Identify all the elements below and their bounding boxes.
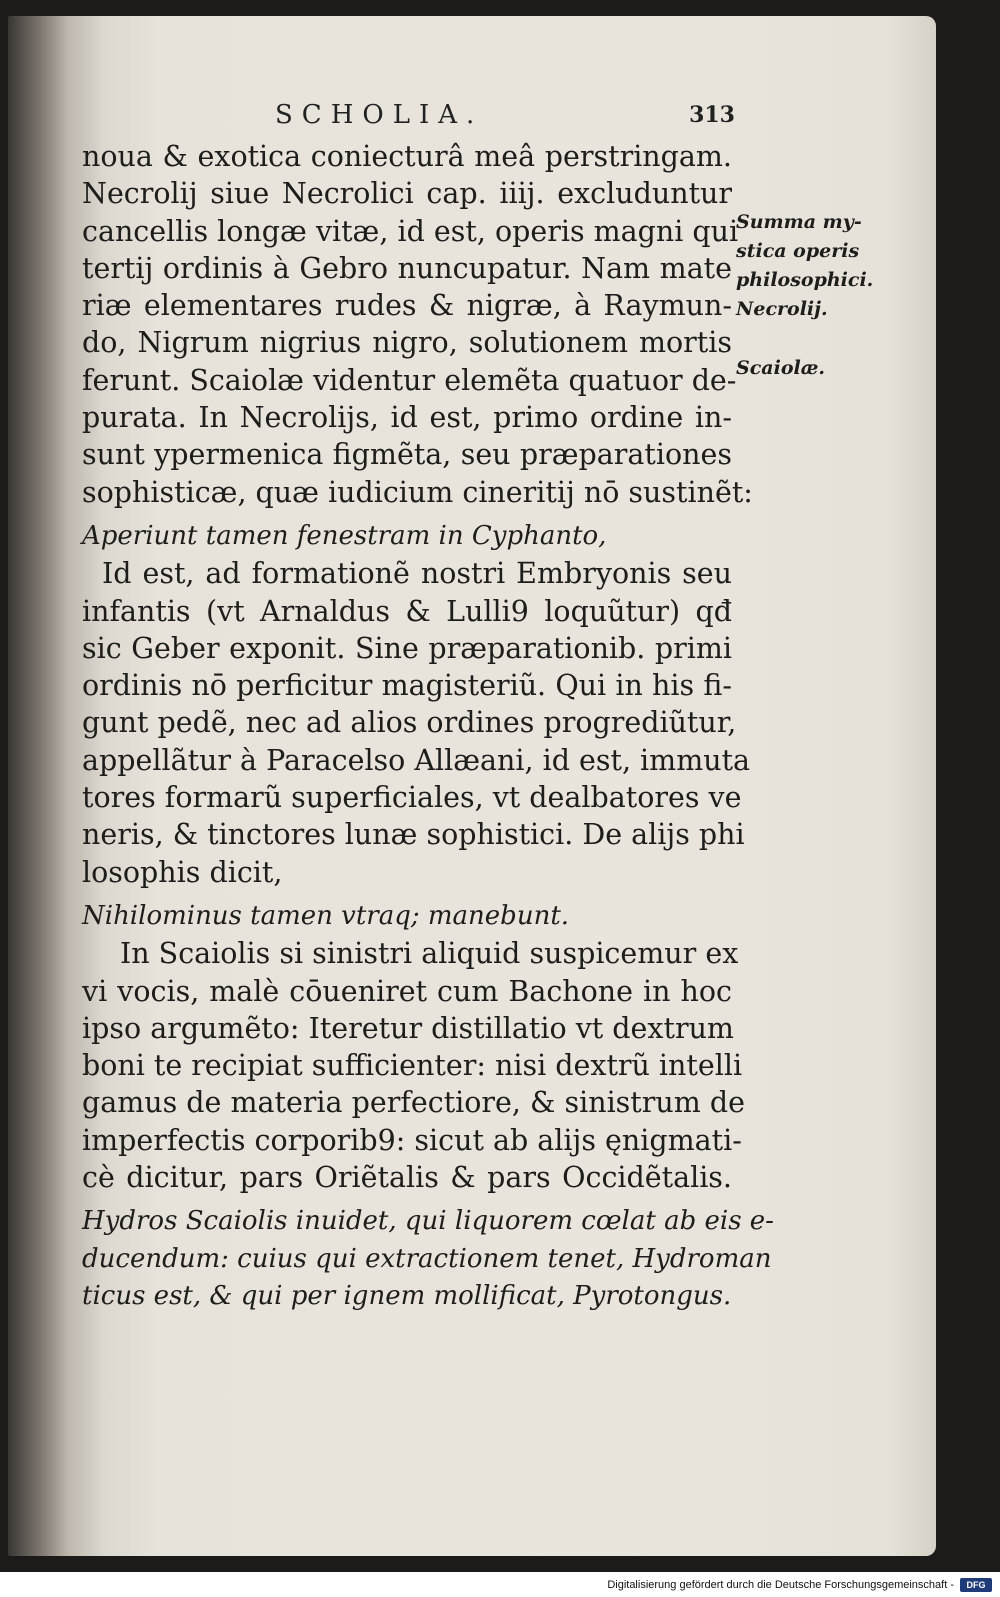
quote-line: ducendum: cuius qui extractionem tenet, Hydroman — [82, 1243, 772, 1274]
quote-line: Nihilominus tamen vtraq; manebunt. — [82, 900, 570, 931]
text-line: sunt ypermenica figmẽta, seu præparationes — [82, 438, 732, 472]
text-line: ordinis nō perficitur magisteriũ. Qui in his fi- — [82, 669, 732, 703]
text-line: sophisticæ, quæ iudicium cineritij nō sustinẽt: — [82, 475, 753, 509]
text-line: Necrolij siue Necrolici cap. iiij. excluduntur — [82, 177, 732, 211]
text-line: cancellis longæ vitæ, id est, operis magni qui — [82, 214, 739, 248]
text-line: vi vocis, malè cōueniret cum Bachone in hoc — [82, 974, 732, 1008]
text-line: ferunt. Scaiolæ videntur elemẽta quatuor de- — [82, 363, 737, 397]
text-line: tores formarũ superficiales, vt dealbatores ve — [82, 781, 742, 815]
margin-note-line: Necrolij. — [736, 298, 828, 320]
text-line: appellãtur à Paracelso Allæani, id est, immuta — [82, 743, 751, 777]
funding-credit: Digitalisierung gefördert durch die Deutsche Forschungsgemeinschaft - — [607, 1579, 954, 1591]
main-text — [82, 138, 774, 1315]
margin-note-line: stica operis — [736, 240, 860, 262]
page-number: 313 — [689, 102, 735, 128]
margin-notes — [736, 208, 886, 383]
digitization-footer — [0, 1572, 1000, 1597]
margin-note-line: Summa my- — [736, 211, 862, 233]
margin-note-scaiolae: Scaiolæ. — [736, 357, 826, 379]
text-line: gamus de materia perfectiore, & sinistrum de — [82, 1086, 745, 1120]
text-line: riæ elementares rudes & nigræ, à Raymun- — [82, 289, 732, 323]
text-line: losophis dicit, — [82, 855, 283, 889]
text-line: noua & exotica coniecturâ meâ perstringam. — [82, 140, 732, 173]
running-header — [275, 100, 735, 136]
text-line: gunt pedẽ, nec ad alios ordines progrediũtur, — [82, 706, 737, 740]
dfg-logo: DFG — [960, 1578, 992, 1592]
margin-note-line: philosophici. — [736, 269, 874, 291]
text-line: infantis (vt Arnaldus & Lulli9 loquũtur) qđ — [82, 594, 732, 628]
text-line: Id est, ad formationẽ nostri Embryonis seu — [102, 557, 732, 591]
quote-line: ticus est, & qui per ignem mollificat, Pyrotongus. — [82, 1280, 732, 1311]
text-line: do, Nigrum nigrius nigro, solutionem mortis — [82, 326, 732, 360]
text-line: neris, & tinctores lunæ sophistici. De alijs phi — [82, 818, 745, 852]
text-line: tertij ordinis à Gebro nuncupatur. Nam mate — [82, 251, 732, 285]
quote-line: Hydros Scaiolis inuidet, qui liquorem cœlat ab eis e- — [82, 1206, 774, 1237]
text-line: sic Geber exponit. Sine præparationib. primi — [82, 631, 732, 665]
text-line: ipso argumẽto: Iteretur distillatio vt dextrum — [82, 1011, 734, 1045]
quote-line: Aperiunt tamen fenestram in Cyphanto, — [82, 520, 607, 551]
header-title: SCHOLIA. — [275, 100, 484, 130]
text-line: In Scaiolis si sinistri aliquid suspicemur ex — [120, 937, 739, 971]
text-line: imperfectis corporib9: sicut ab alijs ęnigmati- — [82, 1123, 742, 1157]
text-line: cè dicitur, pars Oriẽtalis & pars Occidẽtalis. — [82, 1161, 732, 1195]
text-line: boni te recipiat sufficienter: nisi dextrũ intelli — [82, 1049, 743, 1083]
text-line: purata. In Necrolijs, id est, primo ordine in- — [82, 401, 732, 435]
